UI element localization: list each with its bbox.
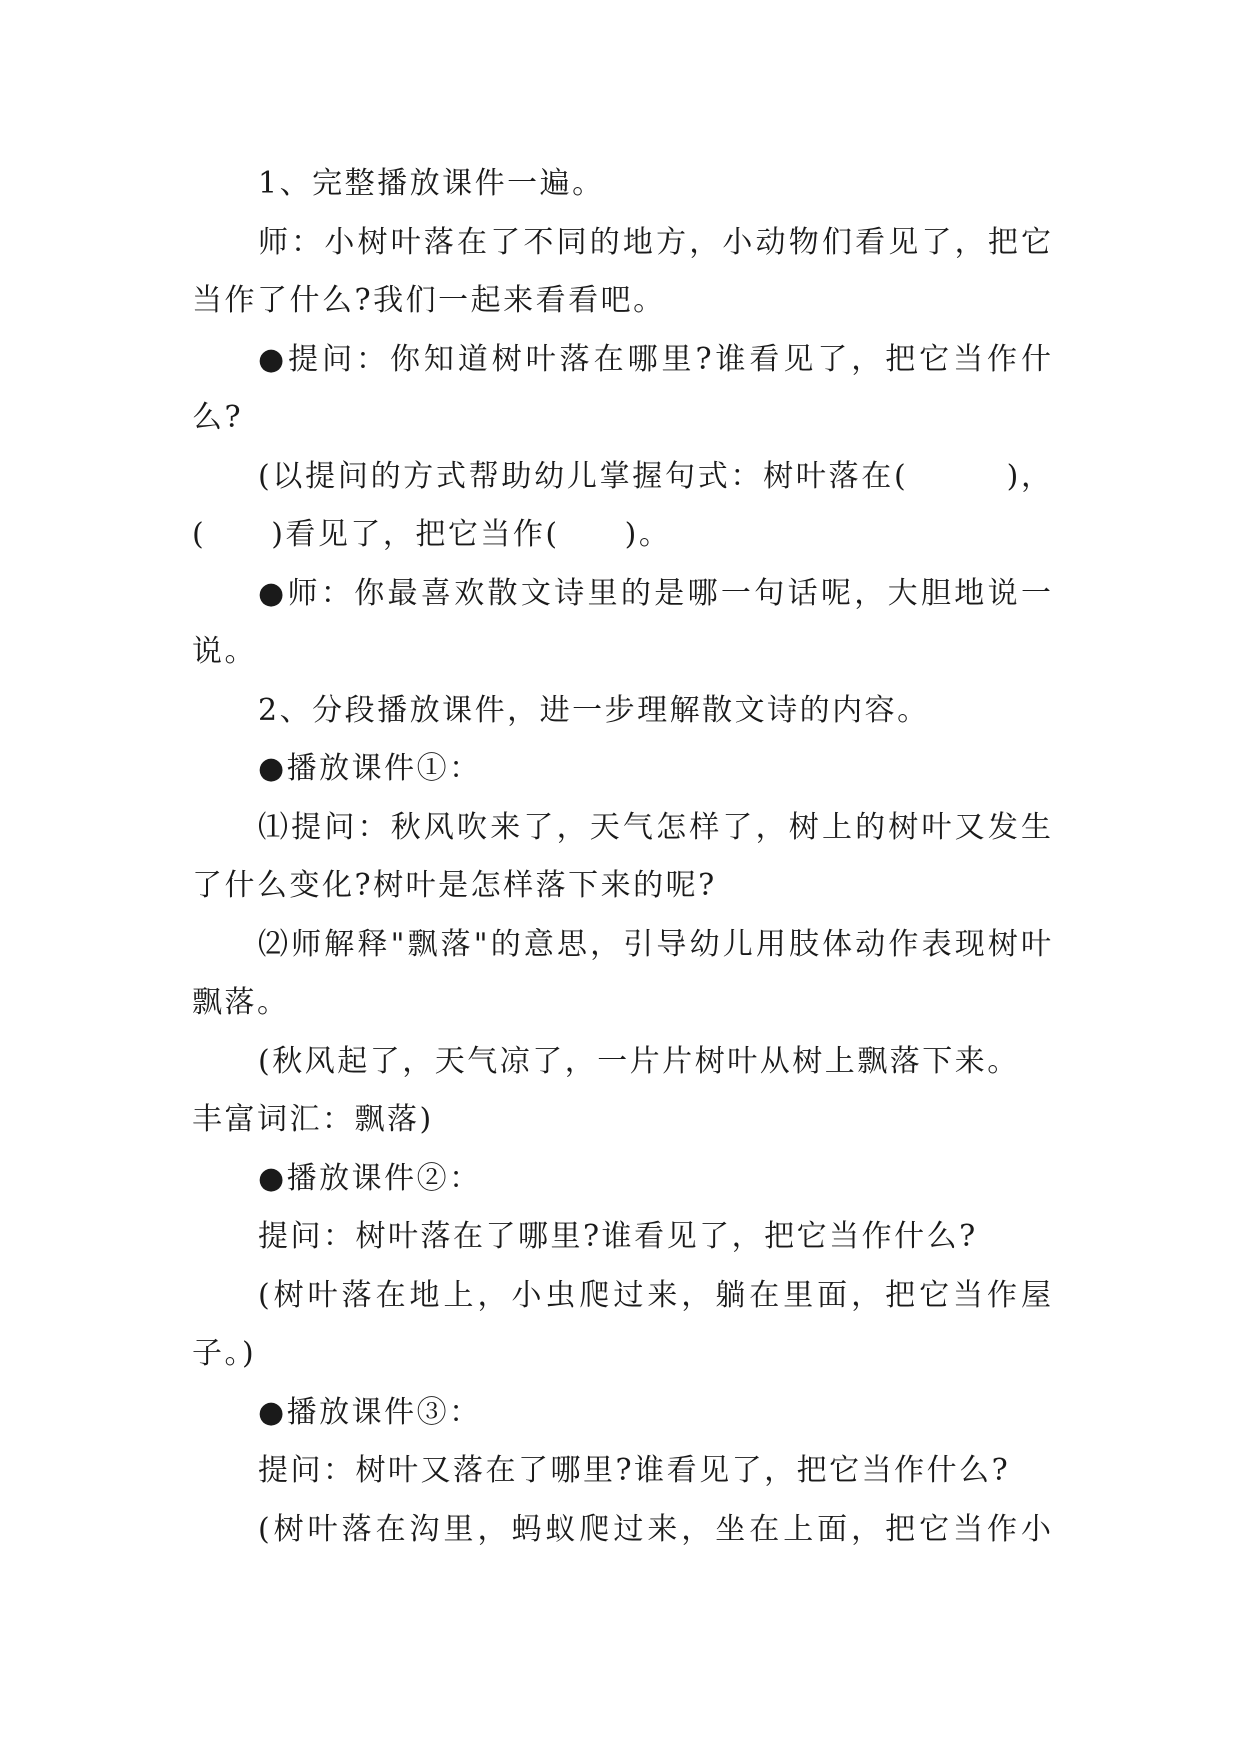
paragraph-line: ( )看见了，把它当作( )。 — [192, 517, 672, 552]
paragraph-line: ⑴提问：秋风吹来了，天气怎样了，树上的树叶又发生 — [258, 809, 1052, 845]
paragraph-line: 么? — [192, 400, 244, 435]
paragraph-line: 子。) — [192, 1336, 257, 1371]
paragraph-line: (以提问的方式帮助幼儿掌握句式：树叶落在( )， — [258, 458, 1052, 494]
paragraph — [192, 155, 1052, 214]
paragraph-line: ●播放课件③： — [258, 1394, 482, 1430]
paragraph — [192, 682, 1052, 741]
paragraph — [192, 1150, 1052, 1209]
paragraph-line: (秋风起了，天气凉了，一片片树叶从树上飘落下来。 — [258, 1043, 1020, 1079]
paragraph-line: 师：小树叶落在了不同的地方，小动物们看见了，把它 — [258, 224, 1052, 260]
paragraph-line: 当作了什么?我们一起来看看吧。 — [192, 283, 666, 318]
paragraph-line: ⑵师解释"飘落"的意思，引导幼儿用肢体动作表现树叶 — [258, 926, 1052, 962]
paragraph-line: 说。 — [192, 634, 257, 669]
paragraph-line: 提问：树叶落在了哪里?谁看见了，把它当作什么? — [258, 1219, 978, 1254]
paragraph-line: (树叶落在沟里，蚂蚁爬过来，坐在上面，把它当作小 — [258, 1511, 1052, 1547]
paragraph-line: 丰富词汇：飘落) — [192, 1102, 434, 1137]
paragraph-line: (树叶落在地上，小虫爬过来，躺在里面，把它当作屋 — [258, 1277, 1052, 1313]
paragraph-line: ●提问：你知道树叶落在哪里?谁看见了，把它当作什 — [258, 341, 1052, 377]
paragraph — [192, 1208, 1052, 1267]
paragraph-line: 提问：树叶又落在了哪里?谁看见了，把它当作什么? — [258, 1453, 1011, 1488]
paragraph — [192, 1033, 1052, 1150]
paragraph — [192, 448, 1052, 565]
document-page — [192, 155, 1052, 1559]
paragraph — [192, 799, 1052, 916]
paragraph-line: ●播放课件②： — [258, 1160, 482, 1196]
paragraph — [192, 331, 1052, 448]
paragraph-line: 飘落。 — [192, 985, 290, 1020]
paragraph-line: ●师：你最喜欢散文诗里的是哪一句话呢，大胆地说一 — [258, 575, 1052, 611]
paragraph — [192, 1384, 1052, 1443]
paragraph — [192, 1501, 1052, 1560]
paragraph — [192, 916, 1052, 1033]
paragraph-line: ●播放课件①： — [258, 751, 482, 786]
paragraph — [192, 565, 1052, 682]
paragraph — [192, 214, 1052, 331]
paragraph-line: 2、分段播放课件，进一步理解散文诗的内容。 — [258, 692, 930, 728]
paragraph-line: 1、完整播放课件一遍。 — [258, 166, 605, 201]
paragraph — [192, 1442, 1052, 1501]
paragraph — [192, 1267, 1052, 1384]
paragraph — [192, 740, 1052, 799]
paragraph-line: 了什么变化?树叶是怎样落下来的呢? — [192, 868, 717, 903]
